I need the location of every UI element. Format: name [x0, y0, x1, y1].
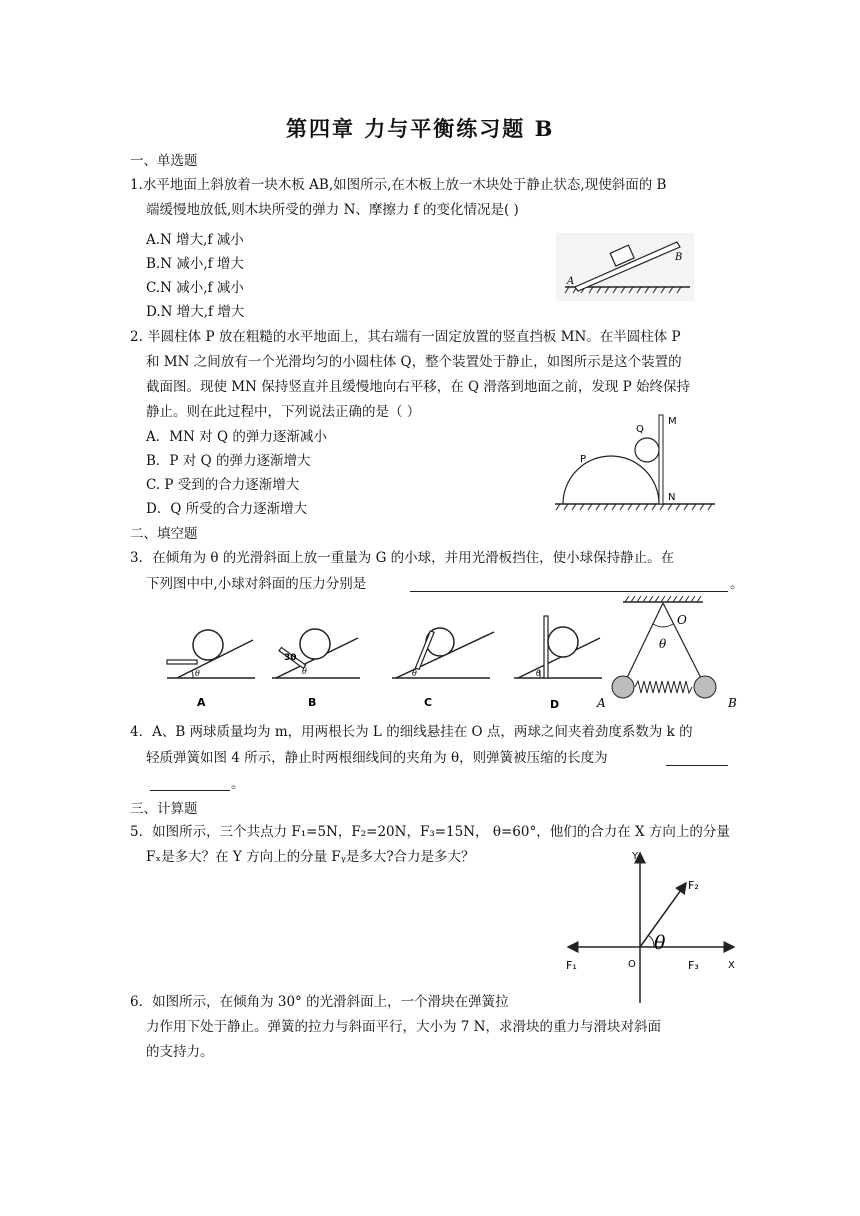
q5-label-x: X [728, 960, 735, 971]
q3-a-theta: θ [195, 669, 200, 678]
q2-option-b: B．P 对 Q 的弹力逐渐增大 [146, 453, 311, 469]
q2-label-m: M [668, 416, 677, 427]
page-title: 第四章 力与平衡练习题 B [286, 116, 555, 141]
q3-c-theta: θ [412, 669, 417, 678]
section-single-choice: 一、单选题 [130, 153, 198, 169]
q3-d-theta: θ [536, 669, 541, 678]
section-fill-blank: 二、填空题 [130, 526, 198, 542]
q3-line-2: 下列图中中,小球对斜面的压力分别是 [146, 576, 367, 592]
q3-line-1: 3．在倾角为 θ 的光滑斜面上放一重量为 G 的小球，并用光滑板挡住，使小球保持静止。在 [130, 550, 675, 566]
q3-figure-b [270, 620, 370, 712]
q4-spring-figure [595, 592, 745, 710]
q2-label-q: Q [636, 424, 644, 435]
q1-label-b: B [675, 252, 683, 263]
q5-line-1: 5．如图所示，三个共点力 F₁=5N，F₂=20N，F₃=15N， θ=60°，他们的合力在 X 方向上的分量 [130, 824, 730, 840]
q4-label-a: A [597, 696, 606, 710]
q4-line-1: 4．A、B 两球质量均为 m，用两根长为 L 的细线悬挂在 O 点，两球之间夹着劲度系数为 k 的 [130, 724, 693, 740]
q4-answer-blank-1[interactable] [666, 753, 728, 766]
q3-label-b: B [308, 696, 317, 709]
q4-label-b: B [728, 696, 737, 710]
q4-label-theta: θ [659, 637, 667, 651]
q6-line-3: 的支持力。 [146, 1044, 214, 1060]
q3-line-2-end: 。 [730, 576, 744, 592]
q1-label-a: A [567, 276, 575, 287]
q4-line-2: 轻质弹簧如图 4 所示，静止时两根细线间的夹角为 θ，则弹簧被压缩的长度为 [146, 750, 608, 766]
q2-line-1: 2. 半圆柱体 P 放在粗糙的水平地面上，其右端有一固定放置的竖直挡板 MN。在半圆柱体 P [130, 329, 681, 345]
q2-option-d: D．Q 所受的合力逐渐增大 [146, 501, 308, 517]
q3-b-theta: θ [302, 667, 307, 676]
q3-label-c: C [424, 696, 433, 709]
q2-line-3: 截面图。现使 MN 保持竖直并且缓慢地向右平移，在 Q 滑落到地面之前，发现 P 始终保持 [146, 379, 691, 395]
q2-line-2: 和 MN 之间放有一个光滑均匀的小圆柱体 Q，整个装置处于静止，如图所示是这个装置的 [146, 354, 682, 370]
q1-option-c: C.N 减小,f 减小 [146, 280, 244, 296]
q1-line-2: 端缓慢地放低,则木块所受的弹力 N、摩擦力 f 的变化情况是( ) [146, 202, 519, 218]
q6-line-1: 6．如图所示，在倾角为 30° 的光滑斜面上，一个滑块在弹簧拉 [130, 994, 509, 1010]
q5-line-2: Fₓ是多大？在 Y 方向上的分量 Fᵧ是多大?合力是多大？ [146, 849, 475, 865]
q5-label-f1: F₁ [566, 959, 577, 972]
q5-label-o: O [628, 959, 636, 970]
q5-label-f3: F₃ [688, 959, 699, 972]
q1-line-1: 1.水平地面上斜放着一块木板 AB,如图所示,在木板上放一木块处于静止状态,现使斜面的 B [130, 177, 667, 193]
q3-label-a: A [197, 696, 206, 709]
q6-line-2: 力作用下处于静止。弹簧的拉力与斜面平行，大小为 7 N，求滑块的重力与滑块对斜面 [146, 1019, 661, 1035]
q1-option-b: B.N 减小,f 增大 [146, 256, 244, 272]
q2-line-4: 静止。则在此过程中，下列说法正确的是（ ） [146, 404, 421, 420]
q4-line-3-end: 。 [231, 776, 245, 792]
section-calculation: 三、计算题 [130, 801, 198, 817]
q1-incline-figure [555, 232, 695, 302]
q2-label-p: P [580, 454, 587, 465]
q2-halfcylinder-figure [550, 412, 720, 512]
q5-label-y: Y [632, 851, 639, 862]
q4-label-o: O [677, 613, 687, 627]
q2-label-n: N [668, 492, 676, 503]
q5-label-f2: F₂ [688, 879, 699, 892]
q1-option-a: A.N 增大,f 减小 [146, 232, 244, 248]
q2-option-c: C. P 受到的合力逐渐增大 [146, 477, 300, 493]
q5-force-diagram [558, 845, 748, 1010]
q5-label-theta: θ [654, 932, 666, 954]
q4-answer-blank-2[interactable] [150, 778, 230, 791]
q3-label-d: D [550, 698, 560, 711]
q2-option-a: A．MN 对 Q 的弹力逐渐减小 [146, 429, 327, 445]
q3-answer-blank[interactable] [410, 579, 728, 592]
q3-figure-a [165, 620, 265, 712]
q3-figure-c [390, 612, 500, 712]
q1-option-d: D.N 增大,f 增大 [146, 304, 245, 320]
q3-b-angle: 30 [284, 653, 297, 663]
